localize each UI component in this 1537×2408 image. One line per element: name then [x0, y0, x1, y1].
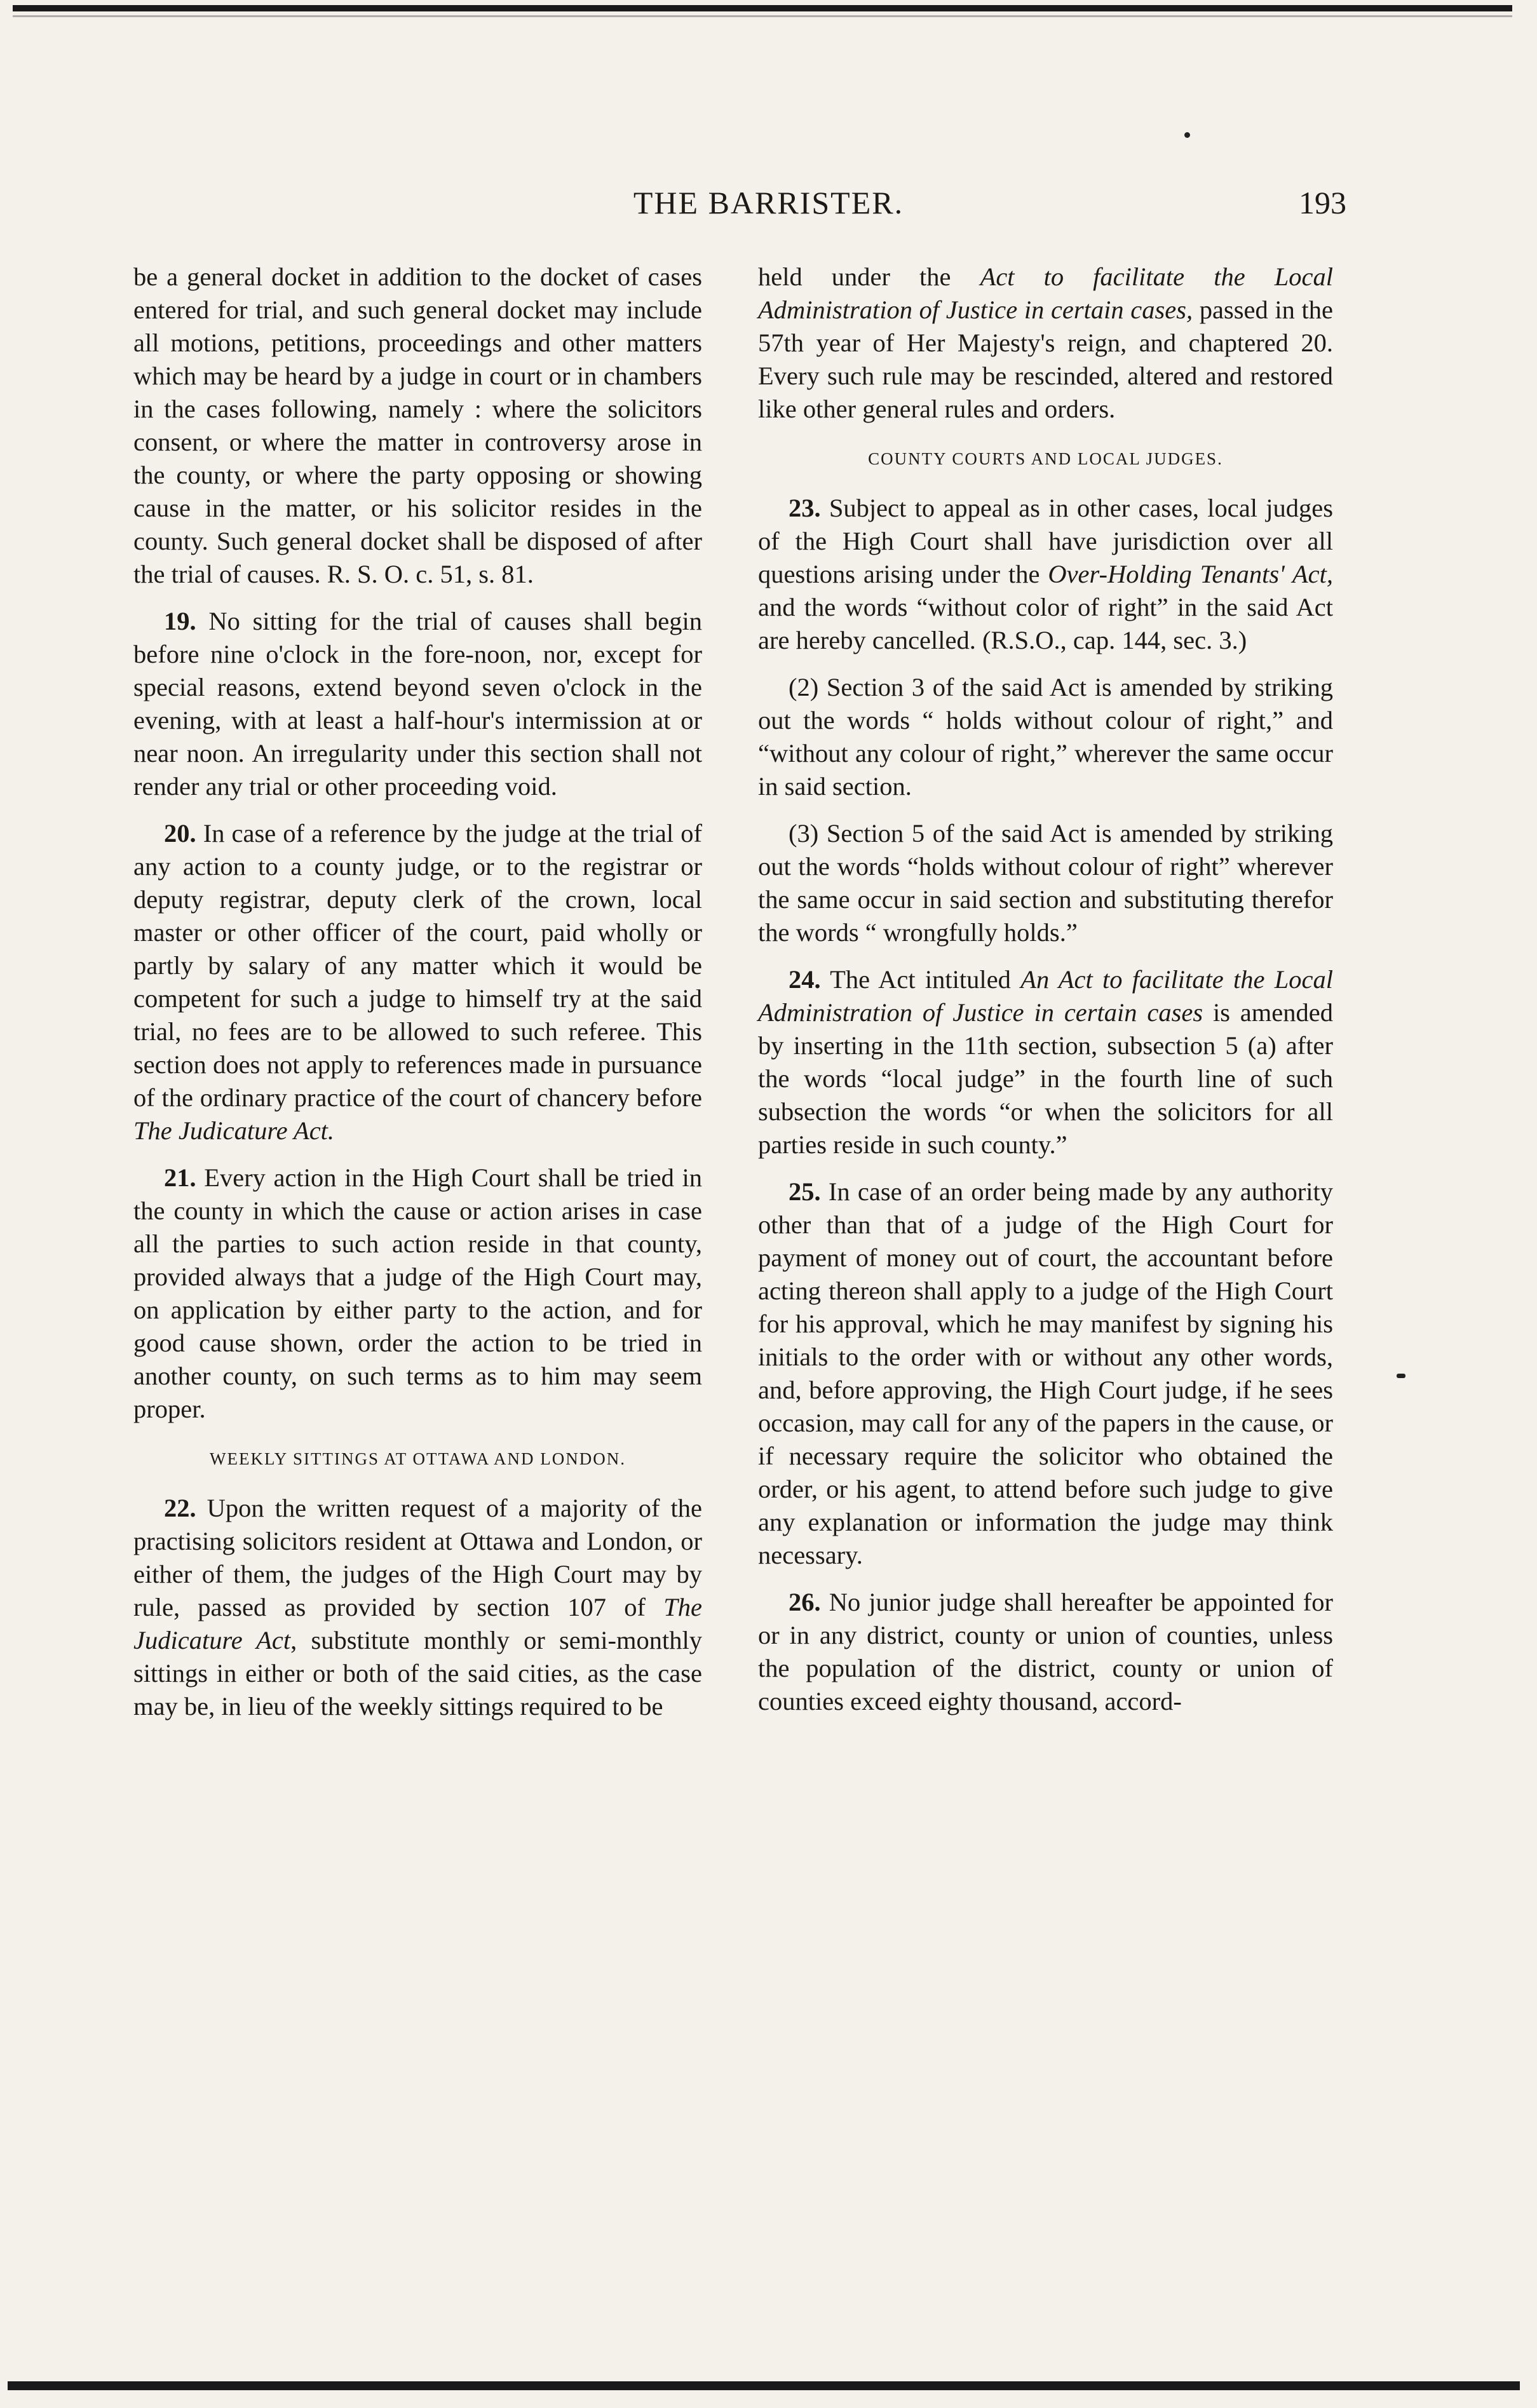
section-23-subsection-3 — [758, 817, 1333, 949]
paragraph-text: held under the — [758, 262, 980, 291]
page-number: 193 — [1299, 185, 1346, 220]
section-number: 23. — [789, 494, 821, 522]
section-number: 21. — [164, 1163, 196, 1192]
section-text: Every action in the High Court shall be tried in the county in which the cause or action arises in case all the parties to such action reside in that county, provided always that a judge of the High Court may, on application by either party to the action, and for good cause shown, order the action to be tried in another county, on such terms as to him may seem proper. — [133, 1163, 702, 1423]
section-number: 22. — [164, 1494, 196, 1522]
running-head-title: THE BARRISTER. — [633, 185, 904, 220]
section-text: and the words “without color of right” in the said Act are hereby cancelled. (R.S.O., cap. 144, sec. 3.) — [758, 593, 1333, 654]
act-title-italic: The Judicature Act. — [133, 1116, 335, 1145]
section-text: is amended by inserting in the 11th section, subsection 5 (a) after the words “local judge” in the fourth line of such subsection the words “or when the solicitors for all parties reside in such county.” — [758, 998, 1333, 1159]
section-number: 26. — [789, 1588, 821, 1616]
section-21 — [133, 1161, 702, 1426]
paragraph-continued — [133, 260, 702, 591]
section-24 — [758, 963, 1333, 1161]
top-border-rule — [13, 5, 1512, 11]
subheading-weekly-sittings: WEEKLY SITTINGS AT OTTAWA AND LONDON. — [210, 1449, 626, 1468]
section-number: 20. — [164, 819, 196, 848]
act-title-italic: The Judicature Act — [133, 1593, 702, 1654]
paragraph-continued — [758, 260, 1333, 426]
section-text: (2) Section 3 of the said Act is amended by striking out the words “ holds without colour of right,” and “without any colour of right,” wherever the same occur in said section. — [758, 673, 1333, 801]
section-text: , substitute monthly or semi-monthly sittings in either or both of the said cities, as the case may be, in lieu of the weekly sittings required to be — [133, 1626, 702, 1721]
margin-dot — [1184, 132, 1190, 138]
section-text: Subject to appeal as in other cases, local judges of the High Court shall have jurisdiction over all questions arising under the — [758, 494, 1333, 588]
section-text: No junior judge shall hereafter be appointed for or in any district, county or union of counties, unless the population of the district, county or union of counties exceed eighty thousand, accord- — [758, 1588, 1333, 1715]
act-title-italic: Act to facilitate the Local Administration of Justice in certain cases, — [758, 262, 1333, 324]
subheading-county-courts: COUNTY COURTS AND LOCAL JUDGES. — [868, 449, 1223, 468]
paragraph-text: be a general docket in addition to the docket of cases entered for trial, and such general docket may include all motions, petitions, proceedings and other matters which may be heard by a judge in court or in chambers in the cases following, namely : where the solicitors consent, or where the matter in controversy arose in the county, or where the party opposing or showing cause in the matter, or his solicitor resides in the county. Such general docket shall be disposed of after the trial of causes. R. S. O. c. 51, s. 81. — [133, 262, 702, 588]
section-text: No sitting for the trial of causes shall begin before nine o'clock in the fore-noon, nor, except for special reasons, extend beyond seven o'clock in the evening, with at least a half-hour's intermission at or near noon. An irregularity under this section shall not render any trial or other proceeding void. — [133, 607, 702, 801]
section-26 — [758, 1586, 1333, 1718]
act-title-italic: An Act to facilitate the Local Administration of Justice in certain cases — [758, 965, 1334, 1027]
section-23 — [758, 492, 1333, 657]
section-19 — [133, 605, 702, 803]
section-text: In case of a reference by the judge at the trial of any action to a county judge, or to the registrar or deputy registrar, deputy clerk of the crown, local master or other officer of the court, paid wholly or partly by salary of any matter which it would be competent for such a judge to himself try at the said trial, no fees are to be allowed to such referee. This section does not apply to references made in pursuance of the ordinary practice of the court of chancery before — [133, 819, 702, 1112]
act-title-italic: Over-Holding Tenants' Act, — [1048, 560, 1333, 588]
section-number: 25. — [789, 1177, 821, 1206]
section-22 — [133, 1492, 702, 1723]
top-border-shadow — [13, 15, 1512, 17]
section-23-subsection-2 — [758, 671, 1333, 803]
section-text: (3) Section 5 of the said Act is amended by striking out the words “holds without colour of right” wherever the same occur in said section and substituting therefor the words “ wrongfully holds.” — [758, 819, 1333, 947]
section-text: In case of an order being made by any authority other than that of a judge of the High Court for payment of money out of court, the accountant before acting thereon shall apply to a judge of the High Court for his approval, which he may manifest by signing his initials to the order with or without any other words, and, before approving, the High Court judge, if he sees occasion, may call for any of the papers in the cause, or if necessary require the solicitor who obtained the order, or his agent, to attend before such judge to give any explanation or information the judge may think necessary. — [758, 1177, 1333, 1569]
section-number: 19. — [164, 607, 196, 635]
section-text: The Act intituled — [820, 965, 1021, 994]
section-text: Upon the written request of a majority of the practising solicitors resident at Ottawa and London, or either of them, the judges of the High Court may by rule, passed as provided by section 107 of — [133, 1494, 702, 1621]
left-column — [133, 260, 702, 1737]
margin-dash — [1397, 1374, 1405, 1378]
section-number: 24. — [789, 965, 821, 994]
section-25 — [758, 1175, 1333, 1572]
paragraph-text: passed in the 57th year of Her Majesty's reign, and chaptered 20. Every such rule may be rescinded, altered and restored like other general rules and orders. — [758, 295, 1333, 423]
right-column — [758, 260, 1333, 1732]
bottom-border-rule — [8, 2381, 1520, 2390]
section-20 — [133, 817, 702, 1147]
